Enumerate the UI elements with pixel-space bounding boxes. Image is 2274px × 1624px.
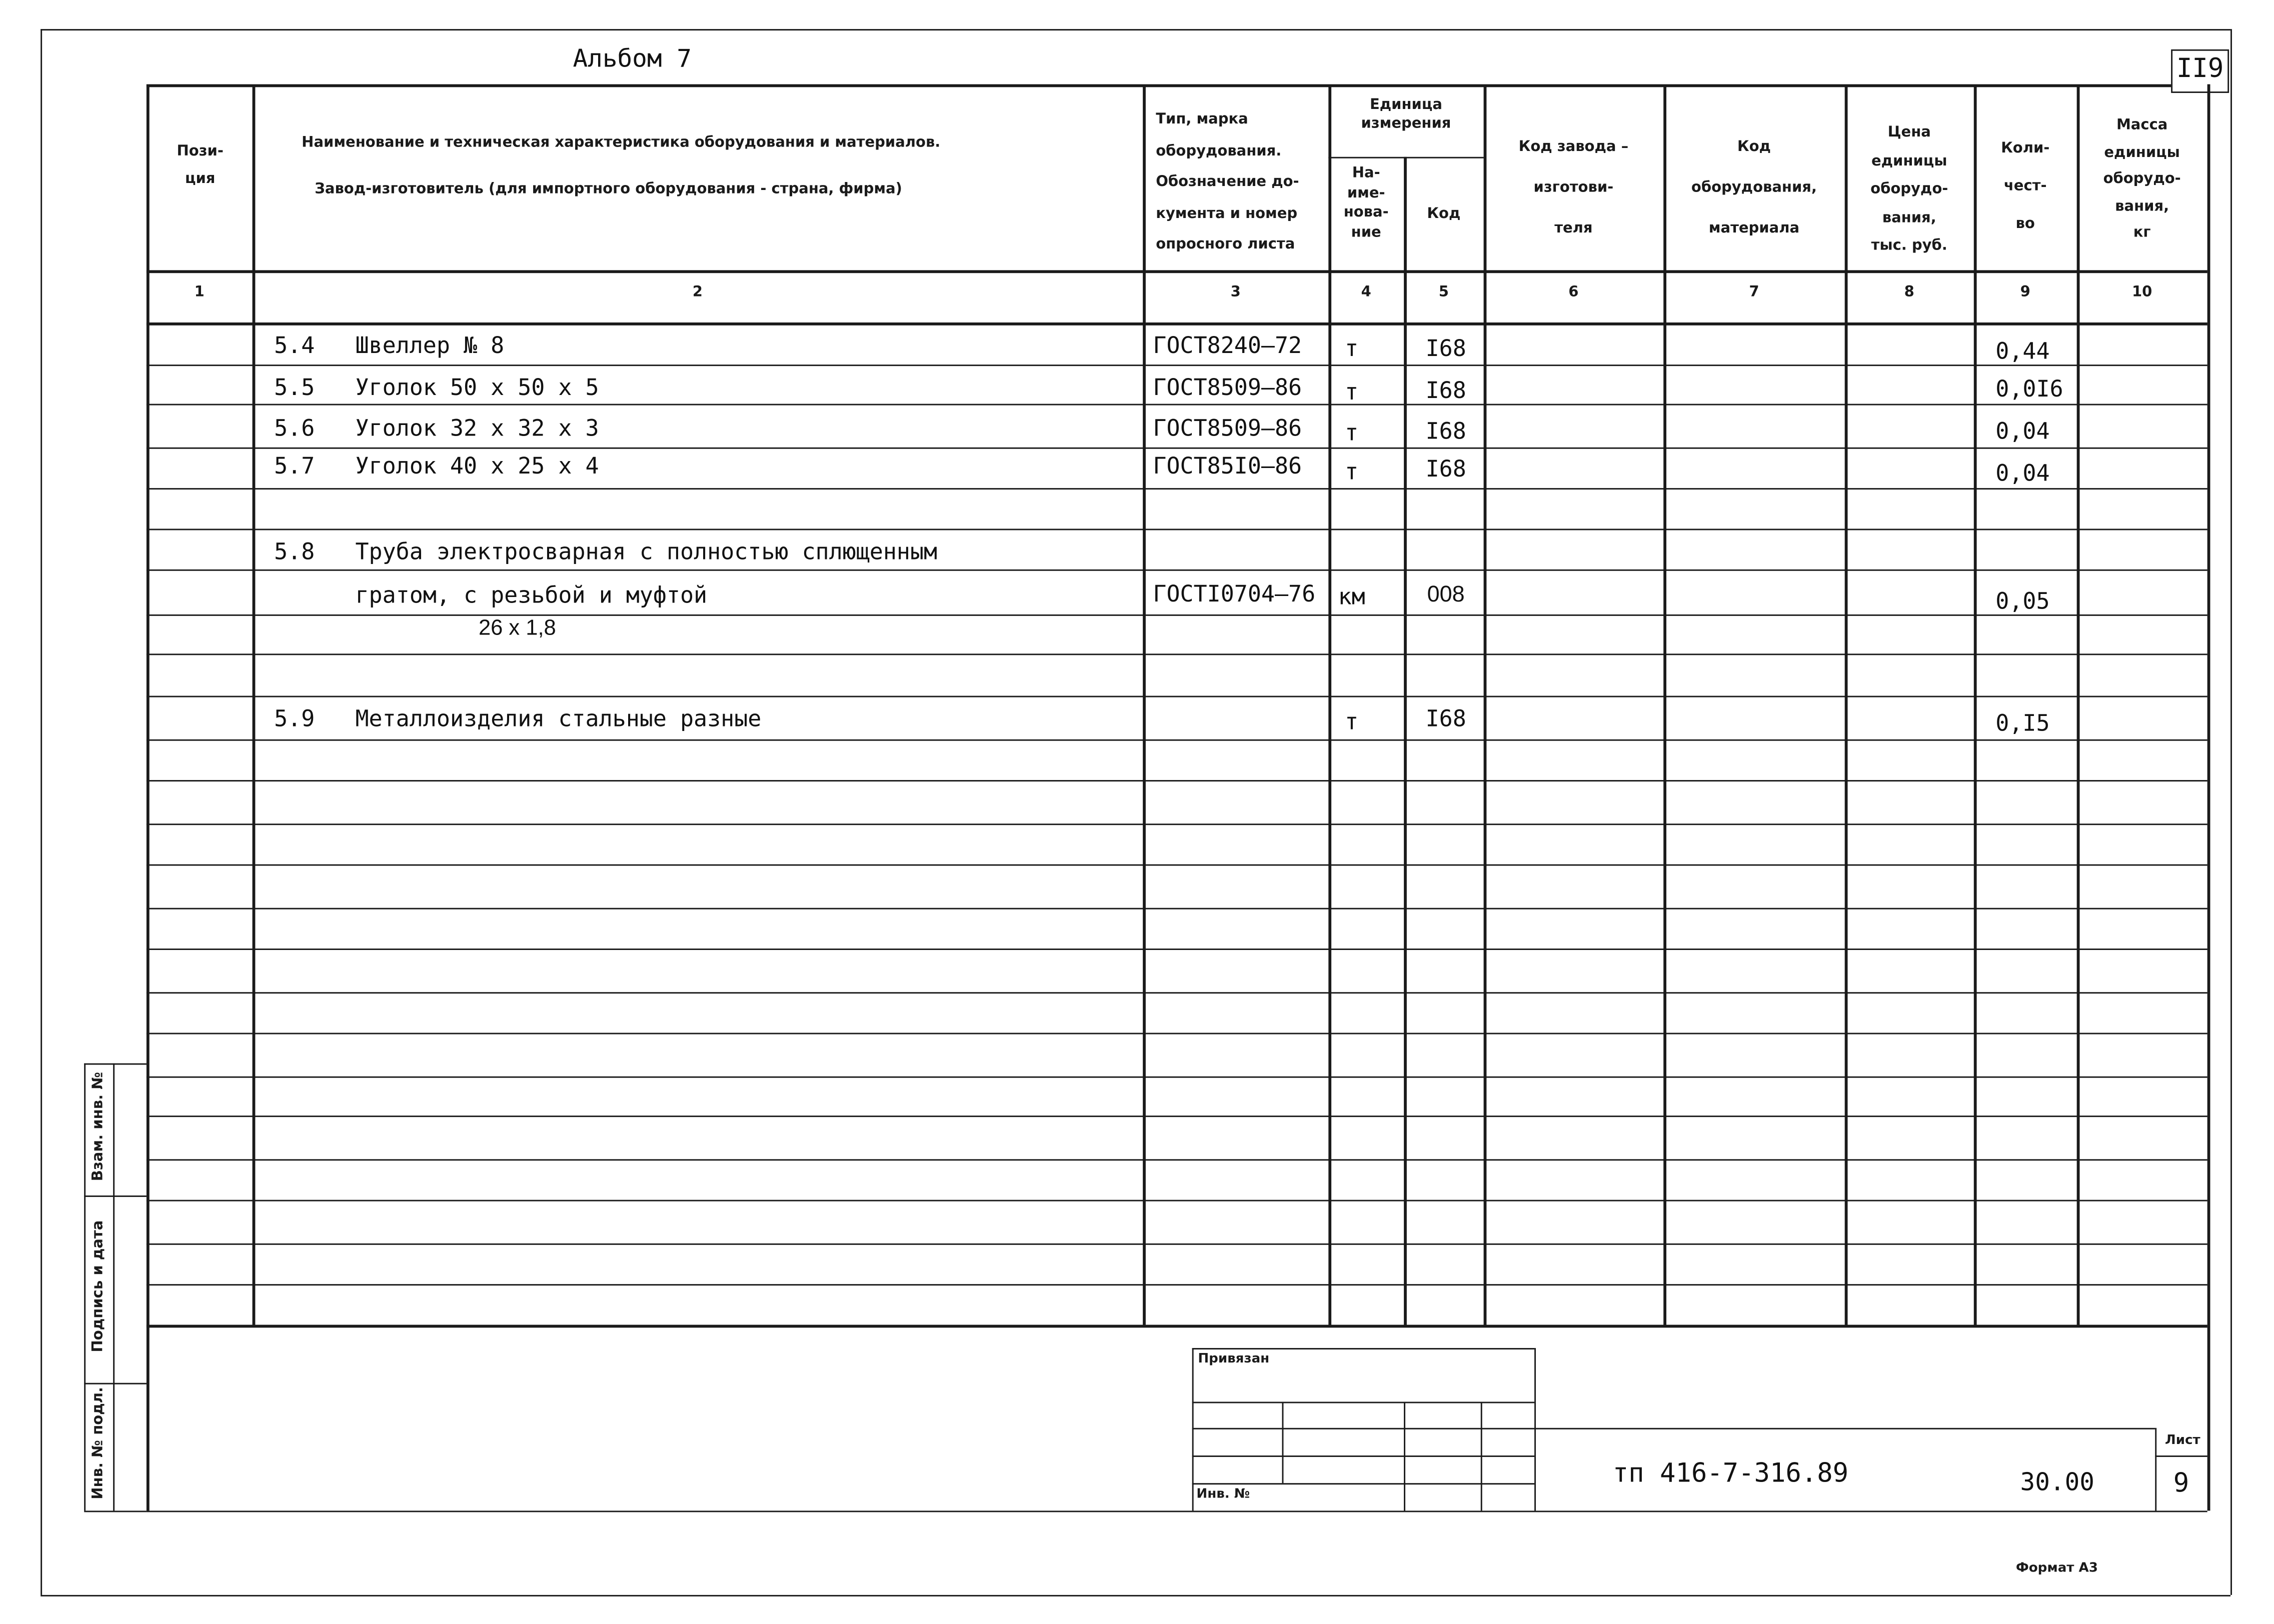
row-5-7-unit: т — [1345, 459, 1359, 486]
album-title: Альбом 7 — [573, 45, 692, 74]
header-position: Пози- ция — [177, 144, 224, 188]
row-5-4-position: 5.4 — [274, 332, 315, 359]
stamp-left-line — [1192, 1348, 1194, 1510]
row-5-8-name-line3: 26 x 1,8 — [478, 616, 556, 641]
format-label: Формат А3 — [2015, 1562, 2098, 1576]
header-quantity: Коли- чест- во — [2001, 140, 2050, 232]
stamp-inv-label: Инв. № — [1196, 1487, 1250, 1502]
col-line-10 — [2077, 84, 2080, 1325]
row-5-6-unit-code: I68 — [1425, 418, 1466, 444]
side-stamp-inner — [113, 1064, 115, 1511]
col-number-5: 5 — [1438, 284, 1449, 301]
header-name-line1: Наименование и техническая характеристика оборудования и материалов. — [302, 135, 941, 152]
row-5-9-position: 5.9 — [274, 706, 315, 732]
stamp-line-2 — [1192, 1428, 1534, 1430]
table-right-line — [2207, 84, 2210, 1511]
table-row-line — [147, 864, 2207, 866]
table-row-line — [147, 740, 2207, 741]
col-line-3 — [1143, 84, 1146, 1325]
row-5-5-unit: т — [1345, 379, 1359, 406]
col-number-6: 6 — [1568, 284, 1579, 301]
header-bottom-line — [147, 270, 2207, 273]
frame-top — [41, 29, 2230, 30]
stamp-top-line — [1192, 1348, 1534, 1350]
row-5-7-unit-code: I68 — [1425, 456, 1466, 482]
side-stamp-inv-orig: Инв. № подл. — [91, 1386, 107, 1500]
table-row-line — [147, 1284, 2207, 1286]
table-row-line — [147, 1159, 2207, 1160]
col-line-2 — [253, 84, 256, 1325]
stamp-designation: тп 416-7-316.89 — [1612, 1458, 1849, 1489]
col-number-10: 10 — [2131, 284, 2152, 301]
header-name-line2: Завод-изготовитель (для импортного оборудования - страна, фирма) — [315, 182, 902, 198]
row-5-8-unit-code: 008 — [1427, 582, 1465, 608]
frame-bottom — [41, 1595, 2230, 1596]
table-top-line — [147, 84, 2171, 88]
row-5-5-document: ГОСТ8509–86 — [1153, 374, 1302, 401]
row-5-4-unit-code: I68 — [1425, 336, 1466, 362]
row-5-7-position: 5.7 — [274, 453, 315, 480]
side-stamp-outer — [84, 1064, 86, 1511]
col-number-8: 8 — [1904, 284, 1914, 301]
stamp-sheet-divider — [2155, 1456, 2207, 1457]
row-5-9-quantity: 0,I5 — [1995, 710, 2050, 736]
table-row-line — [147, 448, 2207, 449]
header-type: Тип, марка оборудования. Обозначение до- кумента и номер опросного листа — [1156, 112, 1299, 253]
col-number-3: 3 — [1230, 284, 1241, 301]
col-line-4 — [1328, 84, 1331, 1325]
row-5-8-document: ГОСТI0704–76 — [1153, 581, 1316, 608]
table-row-line — [147, 948, 2207, 950]
stamp-col-line-3 — [1481, 1402, 1482, 1511]
row-5-6-unit: т — [1345, 420, 1359, 446]
col-number-7: 7 — [1749, 284, 1759, 301]
frame-right — [2230, 29, 2232, 1595]
row-5-9-unit-code: I68 — [1425, 706, 1466, 732]
col-number-1: 1 — [194, 284, 205, 301]
table-row-line — [147, 488, 2207, 490]
stamp-col-line-2 — [1404, 1402, 1405, 1511]
numbers-bottom-line — [147, 322, 2207, 326]
table-row-line — [147, 780, 2207, 782]
table-row-line — [147, 1200, 2207, 1202]
row-5-4-unit: т — [1345, 336, 1359, 362]
header-unit-code: Код — [1427, 206, 1461, 222]
row-5-4-name: Швеллер № 8 — [355, 332, 505, 359]
table-row-line — [147, 570, 2207, 571]
row-5-6-name: Уголок 32 x 32 x 3 — [355, 415, 599, 442]
row-5-5-unit-code: I68 — [1425, 378, 1466, 404]
page-number: II9 — [2176, 54, 2224, 84]
row-5-8-quantity: 0,05 — [1995, 588, 2050, 614]
stamp-sheet-number: 9 — [2173, 1468, 2189, 1500]
side-stamp-sign-date: Подпись и дата — [91, 1220, 107, 1352]
stamp-line-1 — [1192, 1402, 1534, 1404]
row-5-7-quantity: 0,04 — [1995, 460, 2050, 487]
row-5-5-quantity: 0,0I6 — [1995, 376, 2063, 402]
col-line-5 — [1404, 157, 1407, 1325]
frame-left — [41, 29, 42, 1595]
col-number-9: 9 — [2020, 284, 2030, 301]
table-row-line — [147, 824, 2207, 825]
header-price: Цена единицы оборудо- вания, тыс. руб. — [1870, 124, 1948, 254]
stamp-line-4 — [1192, 1483, 1534, 1484]
row-5-7-document: ГОСТ85I0–86 — [1153, 453, 1302, 480]
header-mass: Масса единицы оборудо- вания, кг — [2103, 118, 2181, 242]
sheet-bottom-line — [147, 1510, 2207, 1512]
row-5-8-position: 5.8 — [274, 538, 315, 566]
header-unit-group: Единица измерения — [1361, 97, 1451, 132]
table-row-line — [147, 614, 2207, 616]
stamp-line-3 — [1192, 1456, 1534, 1457]
table-row-line — [147, 1116, 2207, 1117]
row-5-9-unit: т — [1345, 708, 1359, 736]
row-5-4-quantity: 0,44 — [1995, 338, 2050, 365]
table-row-line — [147, 1244, 2207, 1245]
row-5-9-name: Металлоизделия стальные разные — [355, 706, 762, 732]
row-5-8-name-line1: Труба электросварная с полностью сплющенным — [355, 538, 938, 566]
table-row-line — [147, 992, 2207, 994]
table-row-line — [147, 1033, 2207, 1034]
row-5-4-document: ГОСТ8240–72 — [1153, 332, 1302, 359]
row-5-7-name: Уголок 40 x 25 x 4 — [355, 453, 599, 480]
row-5-6-position: 5.6 — [274, 415, 315, 442]
table-row-line — [147, 696, 2207, 698]
header-unit-name: На- име- нова- ние — [1343, 166, 1389, 240]
col-line-9 — [1974, 84, 1977, 1325]
stamp-sheet-label: Лист — [2165, 1434, 2200, 1448]
row-5-6-document: ГОСТ8509–86 — [1153, 415, 1302, 442]
stamp-section: 30.00 — [2020, 1468, 2094, 1498]
table-row-line — [147, 908, 2207, 910]
col-line-8 — [1845, 84, 1848, 1325]
row-5-5-position: 5.5 — [274, 374, 315, 401]
header-factory-code: Код завода – изготови- теля — [1518, 139, 1629, 237]
col-number-2: 2 — [692, 284, 703, 301]
table-row-line — [147, 528, 2207, 530]
col-line-7 — [1663, 84, 1666, 1325]
row-5-8-unit: км — [1338, 584, 1365, 610]
table-bottom-line — [147, 1325, 2207, 1328]
table-row-line — [147, 654, 2207, 655]
stamp-bound-label: Привязан — [1198, 1352, 1270, 1367]
stamp-designation-top — [1534, 1428, 2155, 1430]
side-stamp-inv-repl: Взам. инв. № — [91, 1072, 107, 1182]
table-row-line — [147, 364, 2207, 366]
row-5-8-name-line2: гратом, с резьбой и муфтой — [355, 582, 708, 609]
row-5-6-quantity: 0,04 — [1995, 418, 2050, 444]
stamp-col-line-1 — [1282, 1402, 1284, 1484]
col-line-6 — [1484, 84, 1487, 1325]
row-5-5-name: Уголок 50 x 50 x 5 — [355, 374, 599, 401]
table-row-line — [147, 404, 2207, 406]
col-number-4: 4 — [1361, 284, 1371, 301]
header-equipment-code: Код оборудования, материала — [1691, 139, 1817, 237]
table-row-line — [147, 1076, 2207, 1078]
